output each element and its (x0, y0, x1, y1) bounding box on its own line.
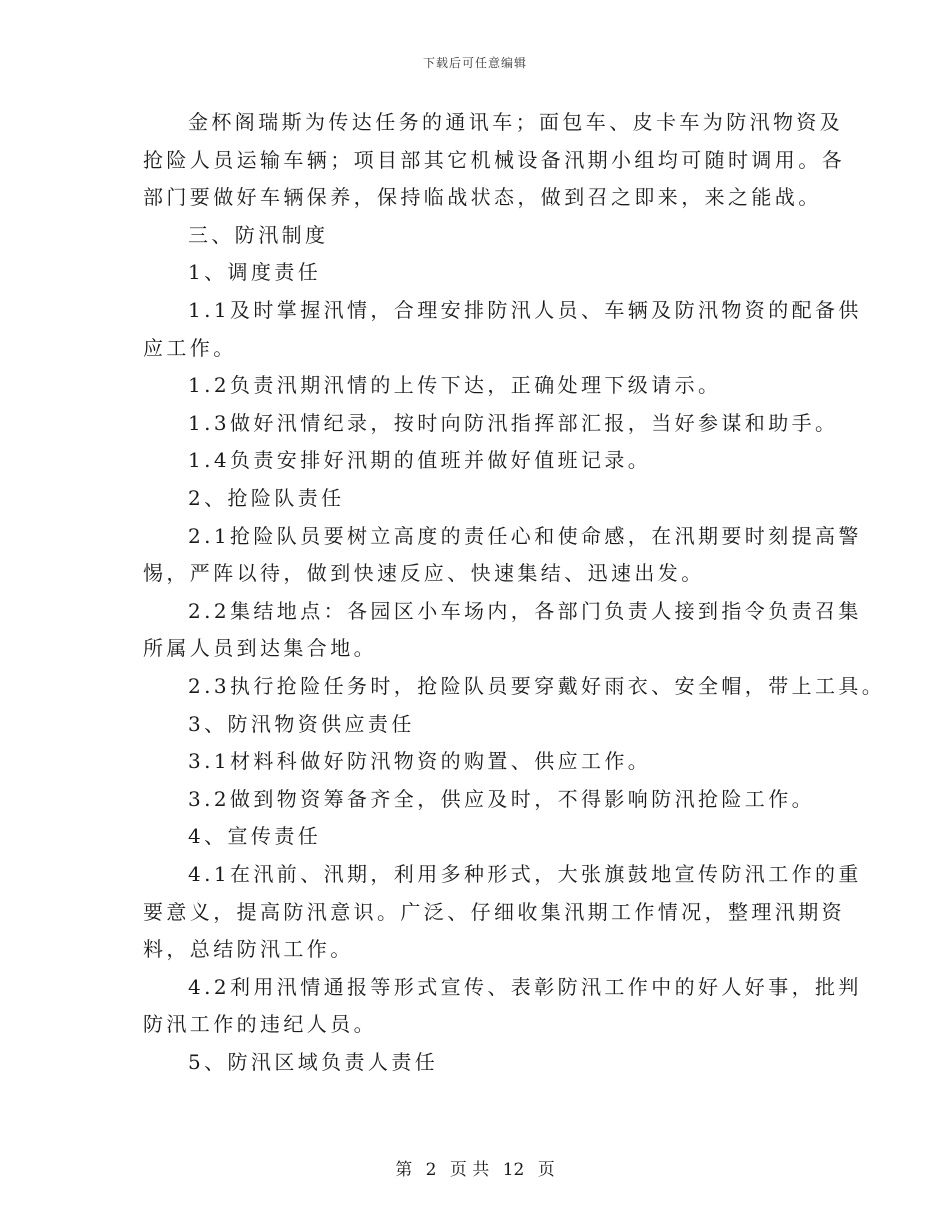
text-line: 1.2负责汛期汛情的上传下达，正确处理下级请示。 (188, 373, 722, 398)
text-line: 应工作。 (143, 335, 237, 360)
footer-total-pages: 12 (502, 1160, 525, 1180)
footer-page-number: 2 (425, 1160, 437, 1180)
text-line: 金杯阁瑞斯为传达任务的通讯车；面包车、皮卡车为防汛物资及 (188, 110, 844, 134)
header-note: 下载后可任意编辑 (422, 56, 527, 70)
text-line: 2.1抢险队员要树立高度的责任心和使命感，在汛期要时刻提高警 (188, 523, 862, 548)
text-line: 三、防汛制度 (188, 222, 329, 247)
text-line: 所属人员到达集合地。 (143, 636, 377, 661)
footer-middle: 页 共 (449, 1160, 490, 1180)
text-line: 1.3做好汛情纪录，按时向防汛指挥部汇报，当好参谋和助手。 (188, 410, 839, 435)
text-line: 1.4负责安排好汛期的值班并做好值班记录。 (188, 448, 652, 473)
text-line: 料，总结防汛工作。 (143, 937, 354, 962)
text-line: 1、调度责任 (188, 260, 322, 285)
text-line: 抢险人员运输车辆；项目部其它机械设备汛期小组均可随时调用。各 (143, 147, 845, 172)
text-line: 3.2做到物资筹备齐全，供应及时，不得影响防汛抢险工作。 (188, 786, 816, 811)
text-line: 2.2集结地点：各园区小车场内，各部门负责人接到指令负责召集 (188, 598, 862, 623)
text-line: 4.2利用汛情通报等形式宣传、表彰防汛工作中的好人好事，批判 (188, 974, 862, 999)
text-line: 3、防汛物资供应责任 (188, 711, 415, 736)
text-line: 3.1材料科做好防汛物资的购置、供应工作。 (188, 749, 652, 774)
text-line: 5、防汛区域负责人责任 (188, 1050, 439, 1074)
text-line: 部门要做好车辆保养，保持临战状态，做到召之即来，来之能战。 (143, 185, 822, 210)
text-line: 2.3执行抢险任务时，抢险队员要穿戴好雨衣、安全帽，带上工具。 (188, 674, 886, 698)
text-line: 要意义，提高防汛意识。广泛、仔细收集汛期工作情况，整理汛期资 (143, 899, 845, 924)
text-line: 惕，严阵以待，做到快速反应、快速集结、迅速出发。 (143, 561, 705, 586)
text-line: 2、抢险队责任 (188, 486, 345, 510)
text-line: 4.1在汛前、汛期，利用多种形式，大张旗鼓地宣传防汛工作的重 (188, 862, 862, 886)
text-line: 1.1及时掌握汛情，合理安排防汛人员、车辆及防汛物资的配备供 (188, 298, 862, 322)
text-line: 防汛工作的违纪人员。 (143, 1012, 377, 1037)
page-footer (0, 1155, 950, 1180)
text-line: 4、宣传责任 (188, 824, 322, 849)
footer-suffix: 页 (537, 1160, 555, 1180)
footer-prefix: 第 (395, 1160, 413, 1180)
